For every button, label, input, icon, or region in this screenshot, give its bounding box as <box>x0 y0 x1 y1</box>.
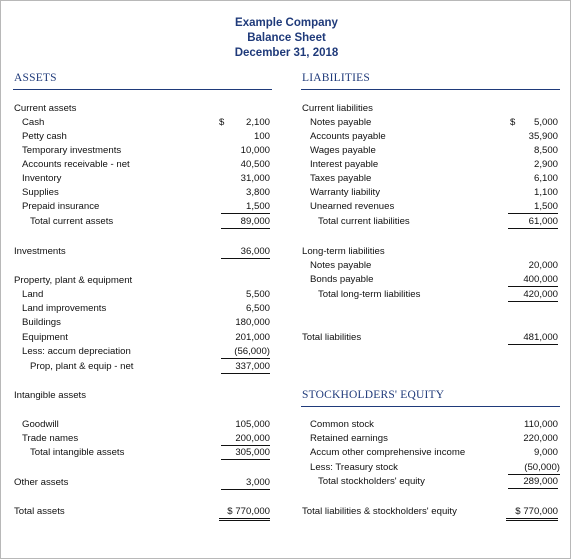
liability-label: Taxes payable <box>310 173 372 184</box>
equity-value: 220,000 <box>523 433 558 444</box>
current-liabilities-heading: Current liabilities <box>302 103 373 114</box>
ppe-label: Buildings <box>22 317 61 328</box>
intangible-label: Goodwill <box>22 419 59 430</box>
equity-label: Accum other comprehensive income <box>310 447 466 458</box>
ppe-net-label: Prop, plant & equip - net <box>30 361 134 372</box>
liabilities-heading: LIABILITIES <box>302 72 370 84</box>
liability-value: 5,000 <box>533 117 558 128</box>
ppe-value: 6,500 <box>245 303 270 314</box>
ppe-net-value: 337,000 <box>221 361 270 374</box>
liability-value: 1,100 <box>533 187 558 198</box>
asset-value: 10,000 <box>240 145 270 156</box>
total-liabilities-value: 481,000 <box>508 332 558 345</box>
longterm-value: 400,000 <box>508 274 558 287</box>
other-assets-label: Other assets <box>14 477 69 488</box>
other-assets-value: 3,000 <box>221 477 270 490</box>
total-current-liabilities-label: Total current liabilities <box>318 216 410 227</box>
ppe-label: Land <box>22 289 44 300</box>
total-intangible-label: Total intangible assets <box>30 447 125 458</box>
liabilities-heading-rule <box>301 89 560 90</box>
liability-value: 6,100 <box>533 173 558 184</box>
liability-label: Accounts payable <box>310 131 386 142</box>
asset-value: 2,100 <box>245 117 270 128</box>
grand-total-label: Total liabilities & stockholders' equity <box>302 506 457 517</box>
equity-label: Retained earnings <box>310 433 388 444</box>
asset-label: Prepaid insurance <box>22 201 100 212</box>
longterm-value: 20,000 <box>528 260 558 271</box>
ppe-label: Equipment <box>22 332 68 343</box>
statement-date: December 31, 2018 <box>234 47 339 59</box>
total-assets-amount: 770,000 <box>235 506 270 517</box>
longterm-label: Notes payable <box>310 260 372 271</box>
asset-label: Supplies <box>22 187 59 198</box>
total-intangible-value: 305,000 <box>221 447 270 460</box>
equity-value: 9,000 <box>533 447 558 458</box>
total-liabilities-label: Total liabilities <box>302 332 362 343</box>
liability-label: Wages payable <box>310 145 376 156</box>
asset-label: Inventory <box>22 173 62 184</box>
liability-value: 35,900 <box>528 131 558 142</box>
liability-value: 8,500 <box>533 145 558 156</box>
equity-label: Less: Treasury stock <box>310 462 398 473</box>
total-current-liabilities-value: 61,000 <box>508 216 558 229</box>
company-name: Example Company <box>235 17 338 29</box>
equity-heading: STOCKHOLDERS' EQUITY <box>302 389 445 401</box>
liability-label: Unearned revenues <box>310 201 395 212</box>
asset-value: 1,500 <box>221 201 270 214</box>
asset-label: Petty cash <box>22 131 67 142</box>
grand-total-value <box>506 506 558 521</box>
total-equity-value: 289,000 <box>508 476 558 489</box>
longterm-heading: Long-term liabilities <box>302 246 385 257</box>
currency-symbol: $ <box>219 117 225 128</box>
total-assets-value <box>219 506 270 521</box>
ppe-value: 180,000 <box>235 317 270 328</box>
intangible-heading: Intangible assets <box>14 390 86 401</box>
investments-value: 36,000 <box>221 246 270 259</box>
assets-heading: ASSETS <box>14 72 57 84</box>
longterm-label: Bonds payable <box>310 274 374 285</box>
currency-symbol: $ <box>510 117 516 128</box>
liability-value: 1,500 <box>508 201 558 214</box>
liability-label: Notes payable <box>310 117 372 128</box>
equity-label: Common stock <box>310 419 374 430</box>
asset-label: Temporary investments <box>22 145 122 156</box>
total-assets-label: Total assets <box>14 506 65 517</box>
ppe-value: (56,000) <box>221 346 270 359</box>
ppe-value: 5,500 <box>245 289 270 300</box>
asset-value: 31,000 <box>240 173 270 184</box>
total-current-assets-value: 89,000 <box>221 216 270 229</box>
grand-total-amount: 770,000 <box>523 506 558 517</box>
statement-title: Balance Sheet <box>247 32 326 44</box>
asset-value: 100 <box>253 131 270 142</box>
currency-symbol: $ <box>227 506 233 517</box>
asset-value: 3,800 <box>245 187 270 198</box>
liability-value: 2,900 <box>533 159 558 170</box>
total-equity-label: Total stockholders' equity <box>318 476 425 487</box>
ppe-label: Less: accum depreciation <box>22 346 131 357</box>
intangible-value: 105,000 <box>235 419 270 430</box>
total-longterm-value: 420,000 <box>508 289 558 302</box>
ppe-heading: Property, plant & equipment <box>14 275 133 286</box>
total-longterm-label: Total long-term liabilities <box>318 289 421 300</box>
liability-label: Warranty liability <box>310 187 381 198</box>
currency-symbol: $ <box>515 506 521 517</box>
intangible-label: Trade names <box>22 433 79 444</box>
investments-label: Investments <box>14 246 66 257</box>
asset-label: Cash <box>22 117 45 128</box>
intangible-value: 200,000 <box>221 433 270 446</box>
current-assets-heading: Current assets <box>14 103 77 114</box>
asset-label: Accounts receivable - net <box>22 159 130 170</box>
equity-value: 110,000 <box>524 419 558 430</box>
liability-label: Interest payable <box>310 159 379 170</box>
asset-value: 40,500 <box>240 159 270 170</box>
equity-heading-rule <box>301 406 560 407</box>
ppe-label: Land improvements <box>22 303 107 314</box>
total-current-assets-label: Total current assets <box>30 216 114 227</box>
equity-value: (50,000) <box>508 462 560 475</box>
assets-heading-rule <box>13 89 272 90</box>
ppe-value: 201,000 <box>235 332 270 343</box>
